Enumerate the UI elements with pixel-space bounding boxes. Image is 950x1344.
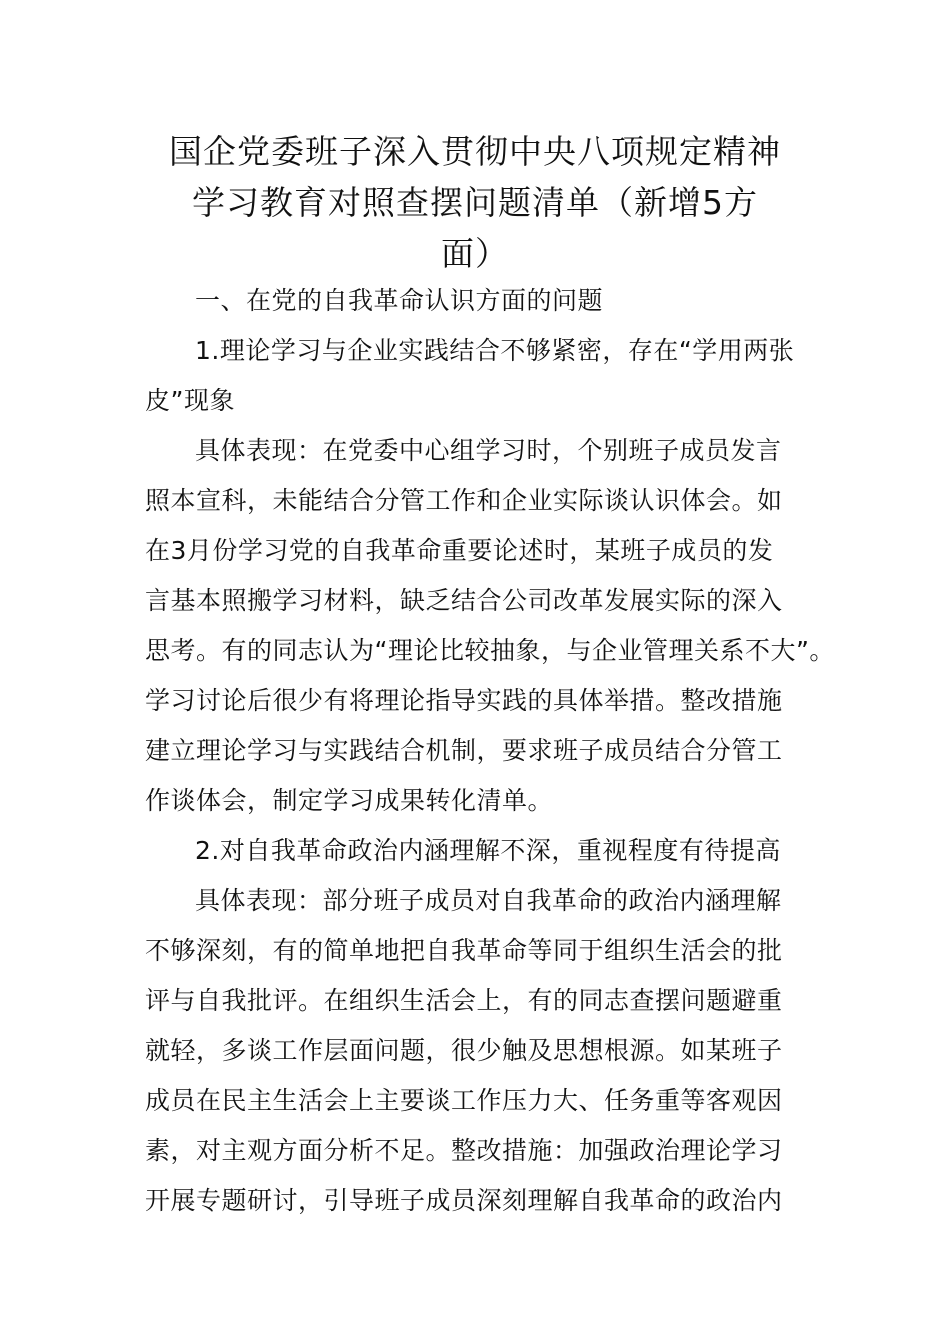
item1-body-line: 思考。有的同志认为“理论比较抽象，与企业管理关系不大”。	[145, 636, 835, 665]
item1-body-line: 言基本照搬学习材料，缺乏结合公司改革发展实际的深入	[145, 586, 783, 615]
item2-body-line: 素，对主观方面分析不足。整改措施：加强政治理论学习	[145, 1136, 783, 1165]
item2-body-line: 评与自我批评。在组织生活会上，有的同志查摆问题避重	[145, 986, 783, 1015]
title-line-1: 国企党委班子深入贯彻中央八项规定精神	[169, 132, 781, 171]
title-line-2: 学习教育对照查摆问题清单（新增5方	[192, 183, 758, 222]
item2-heading: 2.对自我革命政治内涵理解不深，重视程度有待提高	[195, 836, 781, 865]
item1-body-line: 作谈体会，制定学习成果转化清单。	[145, 786, 554, 815]
item2-body-line: 具体表现：部分班子成员对自我革命的政治内涵理解	[195, 886, 782, 915]
document-title	[120, 126, 830, 279]
item1-body-line: 建立理论学习与实践结合机制，要求班子成员结合分管工	[145, 736, 783, 765]
item2-body-line: 不够深刻，有的简单地把自我革命等同于组织生活会的批	[145, 936, 783, 965]
item1-heading-line-2: 皮”现象	[145, 386, 235, 415]
section-heading: 一、在党的自我革命认识方面的问题	[195, 286, 604, 315]
item1-body-line: 学习讨论后很少有将理论指导实践的具体举措。整改措施	[145, 686, 783, 715]
item2-body-line: 就轻，多谈工作层面问题，很少触及思想根源。如某班子	[145, 1036, 783, 1065]
title-line-3: 面）	[441, 234, 509, 273]
item1-body-line: 具体表现：在党委中心组学习时，个别班子成员发言	[195, 436, 782, 465]
item1-body-line: 照本宣科，未能结合分管工作和企业实际谈认识体会。如	[145, 486, 783, 515]
item2-body-line: 成员在民主生活会上主要谈工作压力大、任务重等客观因	[145, 1086, 783, 1115]
document-body	[145, 276, 835, 1226]
item1-heading-line-1: 1.理论学习与企业实践结合不够紧密，存在“学用两张	[195, 336, 795, 365]
item1-body-line: 在3月份学习党的自我革命重要论述时，某班子成员的发	[145, 536, 774, 565]
item2-body-line: 开展专题研讨，引导班子成员深刻理解自我革命的政治内	[145, 1186, 783, 1215]
